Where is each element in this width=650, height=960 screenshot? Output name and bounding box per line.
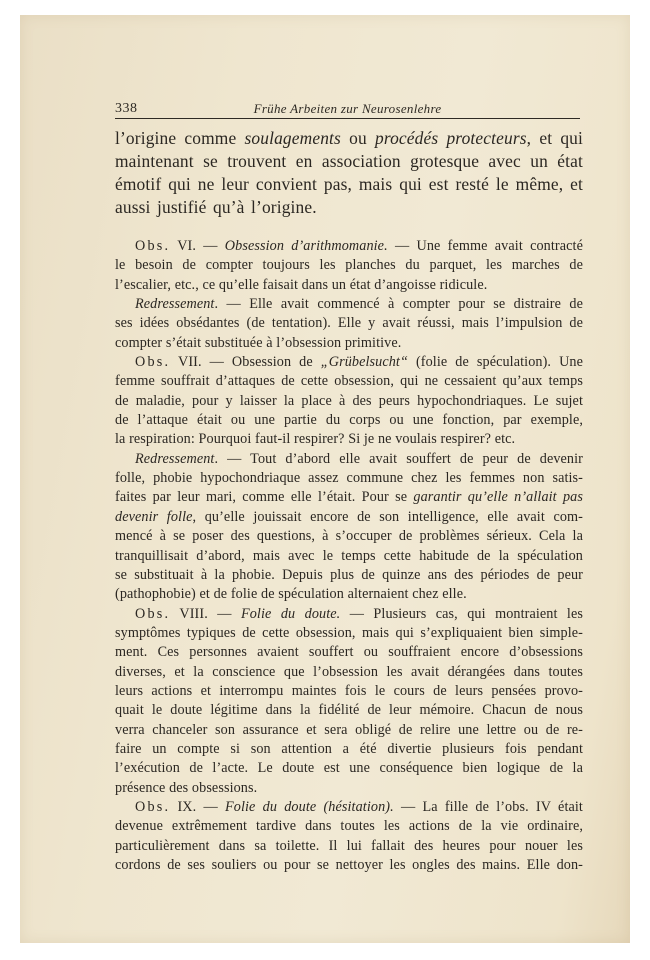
observation-heading-line: Obs. VII. — Obsession de „Grübelsucht“ (folie de spéculation). Une (135, 354, 584, 371)
obs-number: VII. (177, 354, 202, 371)
observation-heading-line: Obs. IX. — Folie du doute (hésitation). — La fille de l’obs. IV était (135, 798, 583, 815)
lead-paragraph (115, 127, 583, 219)
obs-title: „Grübelsucht“ (320, 354, 408, 371)
obs-number: VI. (177, 238, 197, 254)
obs-title: Obsession d’arithmomanie. (224, 238, 388, 254)
observation-vi (115, 237, 583, 295)
observation-vii (115, 353, 583, 450)
redressement-label: Redressement (135, 450, 215, 467)
redressement-heading-line: Redressement. — Elle avait commencé à compter pour se distraire de (135, 296, 583, 313)
text-line: devenue extrêmement tardive dans toutes les actions de la vie ordinaire, (115, 818, 583, 835)
book-page (20, 15, 630, 943)
text-line: verra chanceler son assurance et sera obligé de relire une lettre ou de re- (115, 721, 583, 738)
observations-body (115, 237, 583, 875)
text-line: la respiration: Pourquoi faut-il respirer? Si je ne voulais respirer? etc. (115, 431, 516, 448)
text-line: cordons de ses souliers ou pour se nettoyer les ongles des mains. Elle don- (115, 857, 583, 873)
text-line: ment. Ces personnes avaient souffert ou souffraient encore d’obsessions (115, 644, 583, 661)
obs-label: Obs. (135, 354, 171, 371)
observation-viii (115, 605, 583, 798)
text-line: (pathophobie) et de folie de spéculation alternaient chez elle. (115, 586, 467, 603)
text-line: tranquillisait d’abord, mais avec le temps cette habitude de la spéculation (115, 547, 583, 564)
obs-title: Folie du doute. (240, 605, 341, 622)
text-line: leurs actions et interrompu maintes fois le cours de leurs pensées provo- (115, 682, 583, 699)
obs-number: IX. (177, 798, 197, 815)
text-line: symptômes typiques de cette obsession, mais qui s’expliquaient bien simple- (115, 624, 583, 641)
text-line: faire un compte si son attention a été divertie plusieurs fois pendant (115, 740, 583, 757)
redressement-heading-line: Redressement. — Tout d’abord elle avait souffert de peur de devenir (135, 450, 583, 467)
text-line: émotif qui ne leur convient pas, mais qui est resté le même, et (115, 174, 583, 194)
text-line: de maladie, pour y laisser la place à des peurs hypochondriaques. Le sujet (115, 392, 583, 409)
obs-title: Folie du doute (hésitation). (224, 798, 394, 815)
observation-vi-redressement (115, 295, 583, 353)
text-line: maintenant se trouvent en association grotesque avec un état (115, 151, 583, 171)
text-line: l’exécution de l’acte. Le doute est une conséquence bien logique de la (115, 760, 583, 777)
text-line: folle, phobie hypochondriaque assez commune chez les femmes non satis- (115, 470, 583, 487)
obs-number: VIII. (179, 605, 208, 622)
text-line: diverses, et la conscience que l’obsession les avait dérangées dans toutes (115, 663, 583, 680)
running-title: Frühe Arbeiten zur Neurosenlehre (253, 101, 442, 116)
text-line: se substituait à la phobie. Depuis plus de quinze ans des périodes de peur (115, 566, 583, 583)
text-line: présence des obsessions. (115, 779, 258, 796)
text-line: particulièrement dans sa toilette. Il lui fallait des heures pour nouer les (115, 837, 583, 854)
text-line: mencé à se poser des questions, à s’occuper de problèmes sérieux. Cela la (115, 528, 583, 545)
observation-heading-line: Obs. VI. — Obsession d’arithmomanie. — Une femme avait contracté (135, 238, 583, 254)
text-line: de l’attaque était ou une partie du corps ou une fonction, par exemple, (115, 412, 583, 429)
text-line: femme souffrait d’attaques de cette obsession, qui ne cessaient qu’aux temps (115, 373, 583, 390)
obs-label: Obs. (135, 605, 171, 622)
text-line: compter s’était substituée à l’obsession primitive. (115, 334, 402, 351)
obs-label: Obs. (135, 798, 171, 815)
text-line: aussi justifié qu’à l’origine. (115, 197, 317, 217)
obs-label: Obs. (135, 238, 171, 254)
running-head (115, 101, 580, 119)
observation-heading-line: Obs. VIII. — Folie du doute. — Plusieurs cas, qui montraient les (135, 605, 583, 622)
text-line: devenir folle, qu’elle jouissait encore de son intelligence, elle avait com- (115, 508, 583, 525)
redressement-label: Redressement (135, 296, 215, 313)
text-line: ses idées obsédantes (de tentation). Elle y avait réussi, mais l’impulsion de (115, 315, 583, 332)
page-number: 338 (115, 101, 138, 116)
observation-vii-redressement (115, 450, 583, 605)
text-line: le besoin de compter toujours les planches du parquet, les marches de (115, 257, 583, 274)
text-line: l’escalier, etc., ce qu’elle faisait dans un état d’angoisse ridicule. (115, 276, 488, 293)
text-line: l’origine comme soulagements ou procédés protecteurs, et qui (115, 128, 583, 148)
observation-ix (115, 798, 583, 875)
text-line: faites par leur mari, comme elle l’était. Pour se garantir qu’elle n’allait pas (115, 489, 583, 506)
text-line: quait le doute légitime dans la fidélité de leur mémoire. Chacun de nous (115, 702, 583, 719)
